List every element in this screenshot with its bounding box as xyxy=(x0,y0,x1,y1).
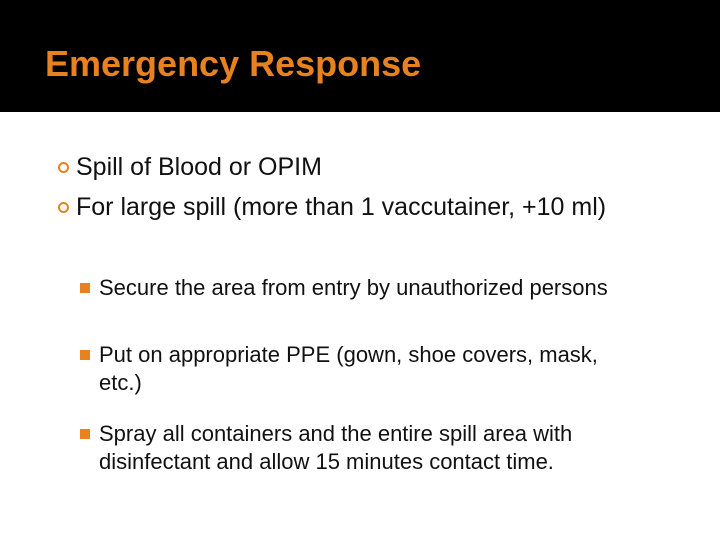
sub-bullet-text: Put on appropriate PPE (gown, shoe covers, mask, etc.) xyxy=(99,342,598,395)
hollow-circle-bullet-icon xyxy=(58,202,69,213)
bullet-text: Spill of Blood or OPIM xyxy=(76,153,322,181)
title-bar xyxy=(0,0,720,112)
sub-bullet-item xyxy=(99,420,674,476)
bullet-item xyxy=(76,192,656,222)
square-bullet-icon xyxy=(80,429,90,439)
sub-bullet-item xyxy=(99,274,619,302)
sub-bullet-text: Spray all containers and the entire spill area with disinfectant and allow 15 minutes contact time. xyxy=(99,421,573,474)
bullet-item xyxy=(76,152,676,182)
sub-bullet-item xyxy=(99,341,619,397)
bullet-text: For large spill (more than 1 vaccutainer, +10 ml) xyxy=(76,193,607,221)
sub-bullet-text: Secure the area from entry by unauthorized persons xyxy=(99,275,608,300)
square-bullet-icon xyxy=(80,283,90,293)
square-bullet-icon xyxy=(80,350,90,360)
slide-title: Emergency Response xyxy=(45,43,422,84)
hollow-circle-bullet-icon xyxy=(58,162,69,173)
